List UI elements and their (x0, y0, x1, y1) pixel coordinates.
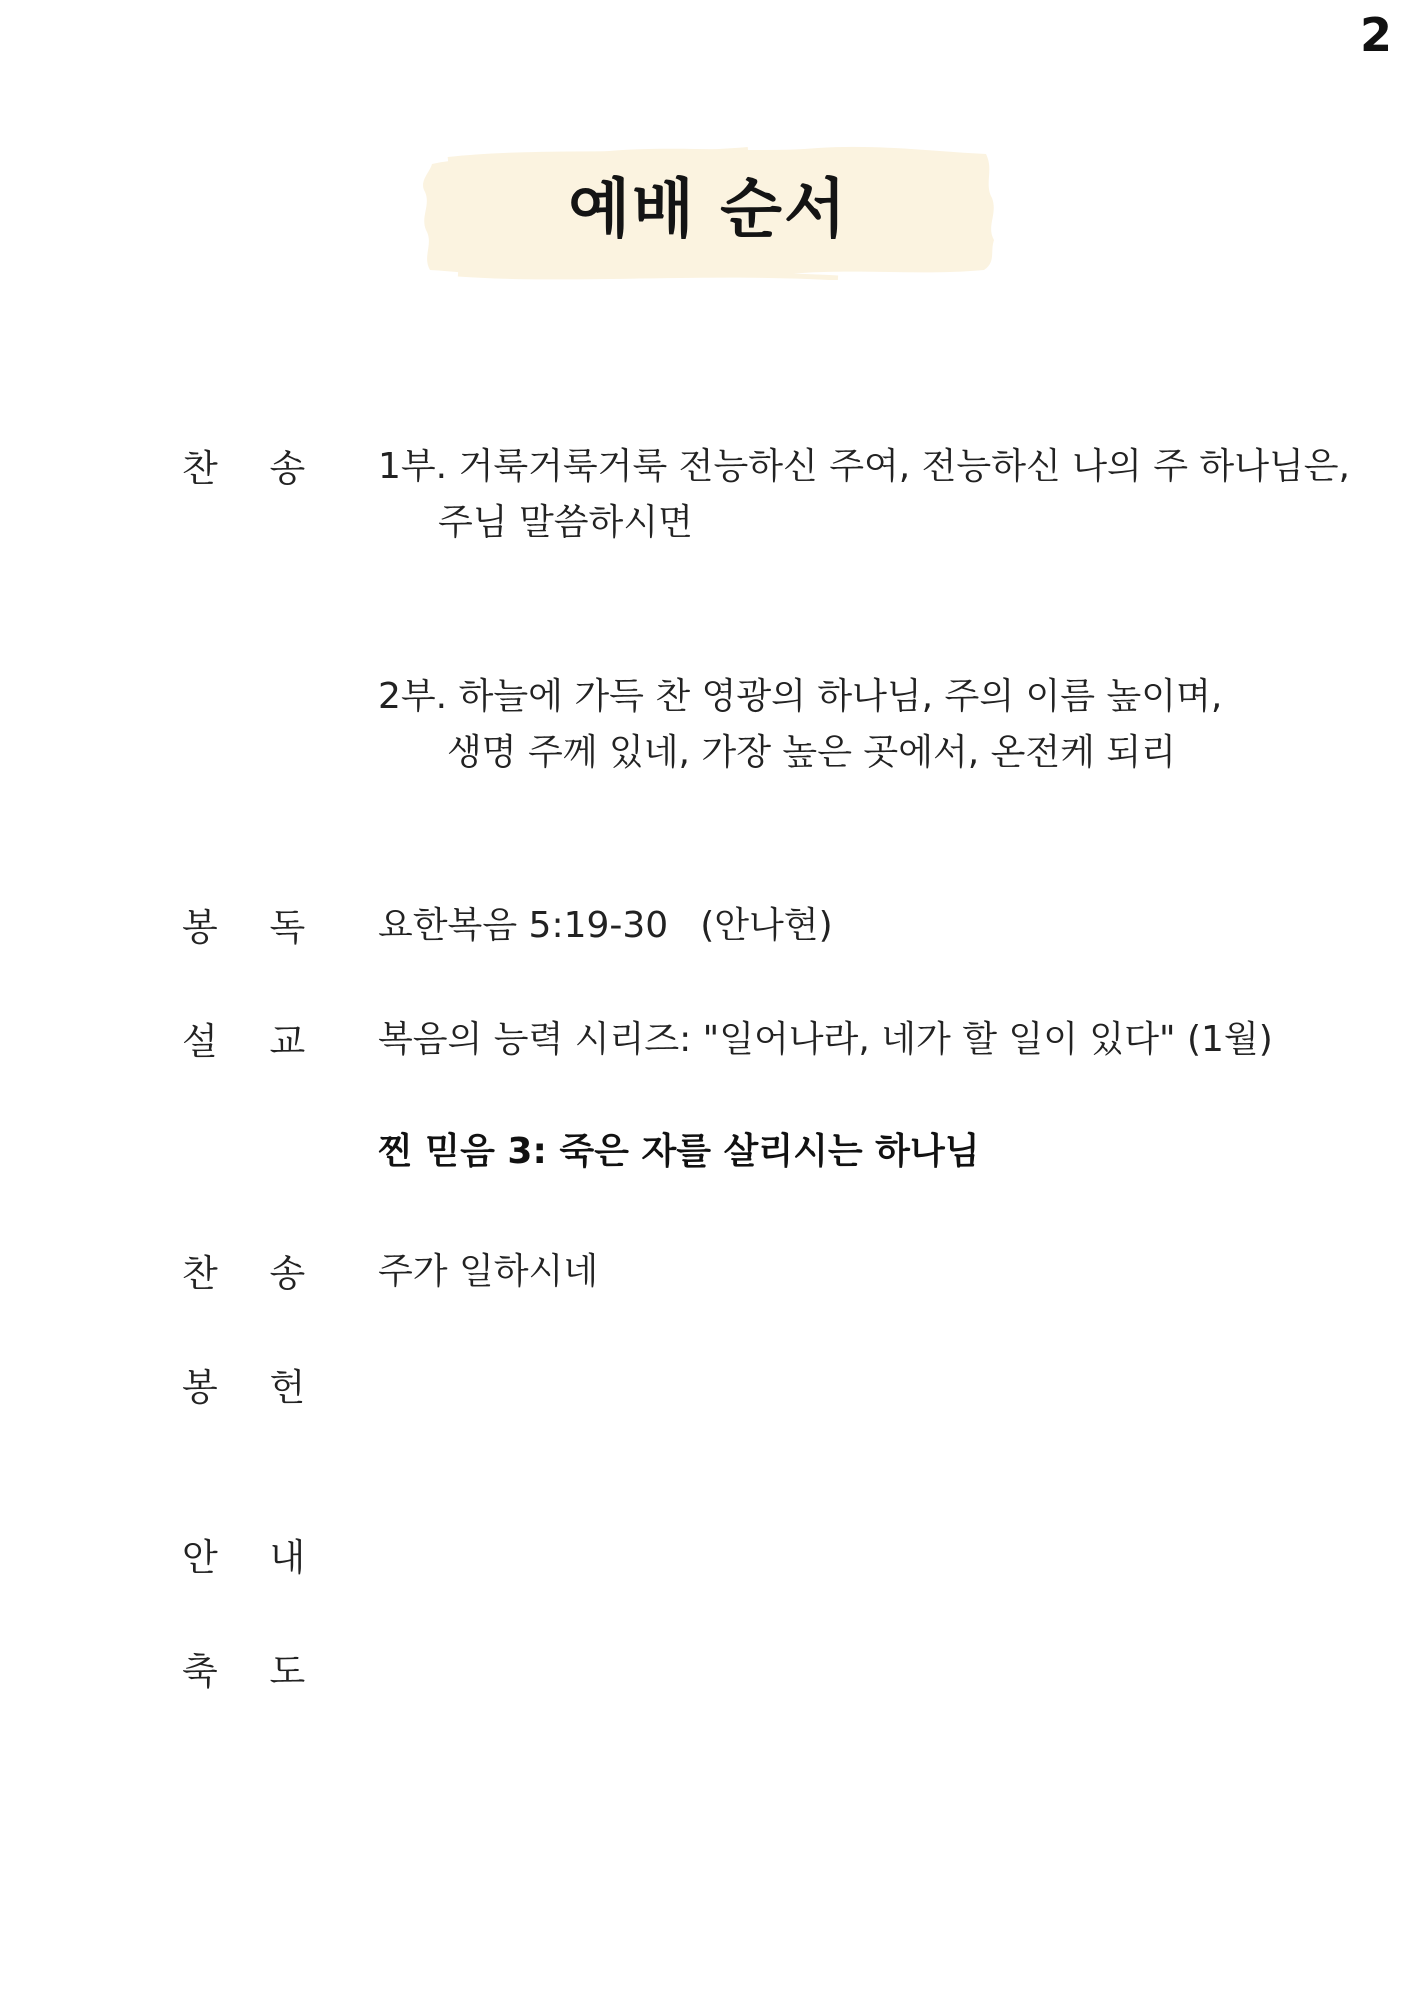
benediction-label: 축 도 (182, 1650, 326, 1693)
hymn-part1-line2: 주님 말씀하시면 (438, 502, 693, 543)
reading-passage: 요한복음 5:19-30 (378, 905, 669, 946)
page-title: 예배 순서 (568, 173, 848, 247)
reading-label: 봉 독 (182, 906, 326, 949)
hymn-part2-line1: 2부. 하늘에 가득 찬 영광의 하나님, 주의 이름 높이며, (378, 676, 1223, 717)
sermon-series: 복음의 능력 시리즈: "일어나라, 네가 할 일이 있다" (1월) (378, 1019, 1273, 1060)
sermon-label: 설 교 (182, 1020, 326, 1063)
hymn-label: 찬 송 (182, 447, 326, 490)
hymn2-song: 주가 일하시네 (378, 1251, 599, 1292)
sermon-title: 찐 믿음 3: 죽은 자를 살리시는 하나님 (378, 1131, 980, 1172)
reading-reader: (안나현) (700, 905, 833, 946)
page-number: 2 (1359, 8, 1392, 62)
hymn2-label: 찬 송 (182, 1252, 326, 1295)
hymn-part2-line2: 생명 주께 있네, 가장 높은 곳에서, 온전케 되리 (447, 732, 1176, 773)
title-banner (418, 140, 998, 280)
announcements-label: 안 내 (182, 1536, 326, 1579)
hymn-part1-line1: 1부. 거룩거룩거룩 전능하신 주여, 전능하신 나의 주 하나님은, (378, 446, 1350, 487)
offering-label: 봉 헌 (182, 1366, 326, 1409)
reading-content (378, 897, 833, 948)
